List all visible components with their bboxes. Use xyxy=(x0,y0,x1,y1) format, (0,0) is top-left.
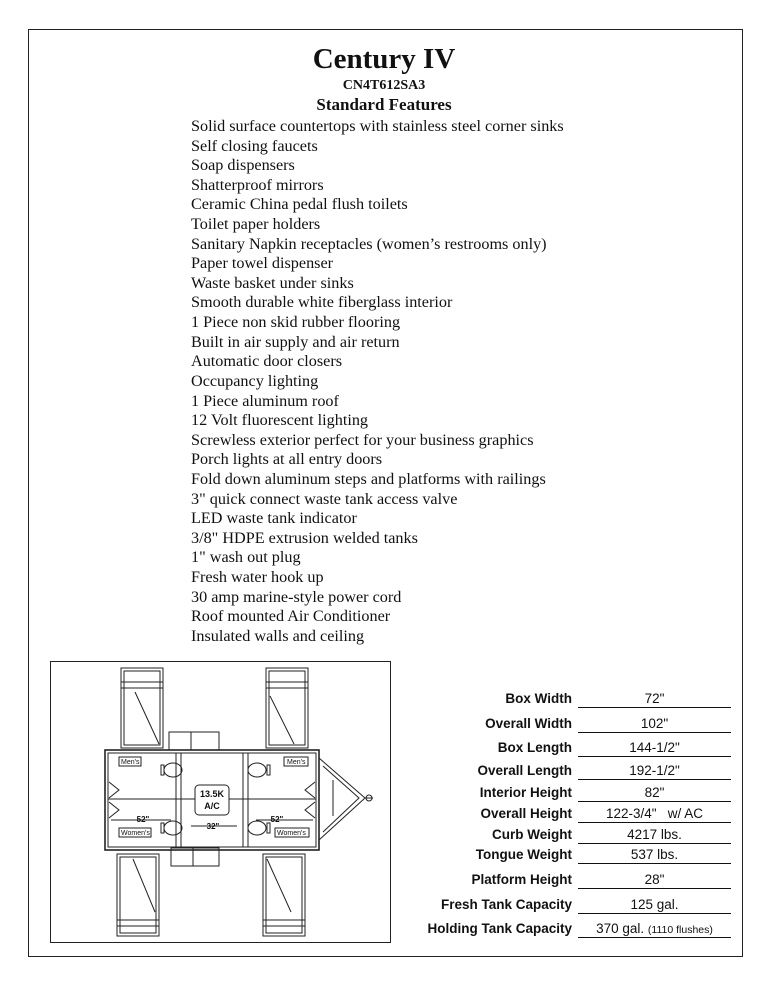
toilet-icon xyxy=(248,821,270,835)
holding-tank-note: (1110 flushes) xyxy=(647,924,713,936)
feature-item: Paper towel dispenser xyxy=(191,254,334,273)
spec-label: Box Length xyxy=(497,740,572,755)
feature-item: Smooth durable white fiberglass interior xyxy=(191,293,453,312)
feature-item: Roof mounted Air Conditioner xyxy=(191,607,391,626)
toilet-icon xyxy=(248,763,270,777)
spec-value: 72" xyxy=(578,691,731,708)
holding-tank-value: 370 gal. xyxy=(596,921,645,936)
spec-value xyxy=(578,921,731,938)
feature-item: Waste basket under sinks xyxy=(191,273,354,292)
platform-top-left xyxy=(121,668,163,748)
feature-item: Sanitary Napkin receptacles (women’s restrooms only) xyxy=(191,234,547,253)
feature-item: 1" wash out plug xyxy=(191,548,301,567)
spec-row xyxy=(400,713,735,735)
spec-row xyxy=(400,737,735,759)
spec-value: 102" xyxy=(578,716,731,733)
spec-row xyxy=(400,782,735,804)
spec-row xyxy=(400,869,735,891)
spec-label: Overall Width xyxy=(485,716,572,731)
feature-item: Occupancy lighting xyxy=(191,371,319,390)
feature-item: 12 Volt fluorescent lighting xyxy=(191,411,369,430)
feature-item: Porch lights at all entry doors xyxy=(191,450,383,469)
feature-item: 1 Piece aluminum roof xyxy=(191,391,339,410)
spec-label: Platform Height xyxy=(471,872,572,887)
feature-item: Shatterproof mirrors xyxy=(191,175,324,194)
feature-item: 3" quick connect waste tank access valve xyxy=(191,489,458,508)
feature-item: LED waste tank indicator xyxy=(191,509,357,528)
spec-label: Box Width xyxy=(505,691,572,706)
spec-value: 125 gal. xyxy=(578,897,731,914)
feature-item: Self closing faucets xyxy=(191,136,318,155)
feature-item: 3/8" HDPE extrusion welded tanks xyxy=(191,528,418,547)
platform-top-right xyxy=(266,668,308,748)
womens-label-text: Women's xyxy=(121,830,150,837)
spec-label: Interior Height xyxy=(479,785,572,800)
mens-label-text: Men's xyxy=(287,759,306,766)
toilet-icon xyxy=(161,763,182,777)
platform-bottom-right xyxy=(263,854,305,936)
section-heading: Standard Features xyxy=(316,95,452,114)
feature-item: Fold down aluminum steps and platforms with railings xyxy=(191,469,546,488)
toilet-icon xyxy=(161,821,182,835)
feature-item: Insulated walls and ceiling xyxy=(191,626,365,645)
feature-item: 30 amp marine-style power cord xyxy=(191,587,402,606)
page-title: Century IV xyxy=(312,43,456,75)
spec-label: Curb Weight xyxy=(492,827,572,842)
feature-item: Fresh water hook up xyxy=(191,568,324,587)
spec-label: Fresh Tank Capacity xyxy=(440,897,572,912)
feature-item: Soap dispensers xyxy=(191,156,295,175)
feature-item: Ceramic China pedal flush toilets xyxy=(191,195,408,214)
dimension-52-right: 52" xyxy=(270,815,284,824)
spec-row xyxy=(400,824,735,846)
feature-item: Toilet paper holders xyxy=(191,215,321,234)
spec-label: Overall Height xyxy=(480,806,572,821)
spec-value: 28" xyxy=(578,872,731,889)
spec-label: Overall Length xyxy=(477,763,572,778)
spec-value: 122-3/4" w/ AC xyxy=(578,806,731,823)
spec-value: 4217 lbs. xyxy=(578,827,731,844)
platform-bottom-left xyxy=(117,854,159,936)
womens-label-text: Women's xyxy=(277,830,306,837)
spec-row xyxy=(400,688,735,710)
spec-row xyxy=(400,760,735,782)
spec-value: 144-1/2" xyxy=(578,740,731,757)
spec-value: 537 lbs. xyxy=(578,847,731,864)
trailer-tongue xyxy=(319,758,373,840)
dimension-32: 32" xyxy=(206,822,220,831)
spec-label: Tongue Weight xyxy=(475,847,572,862)
spec-label: Holding Tank Capacity xyxy=(427,921,572,936)
model-number: CN4T612SA3 xyxy=(342,78,426,93)
feature-item: 1 Piece non skid rubber flooring xyxy=(191,313,401,332)
floor-plan-diagram xyxy=(50,661,391,943)
ac-label-line2: A/C xyxy=(204,801,220,811)
feature-item: Built in air supply and air return xyxy=(191,332,400,351)
feature-list xyxy=(191,117,564,646)
spec-value: 192-1/2" xyxy=(578,763,731,780)
spec-row xyxy=(400,918,735,940)
feature-item: Solid surface countertops with stainless steel corner sinks xyxy=(191,117,564,135)
spec-value: 82" xyxy=(578,785,731,802)
spec-row xyxy=(400,803,735,825)
mens-label-text: Men's xyxy=(121,759,140,766)
ac-label-line1: 13.5K xyxy=(199,789,225,799)
feature-item: Automatic door closers xyxy=(191,352,343,371)
dimension-52-left: 52" xyxy=(136,815,150,824)
feature-item: Screwless exterior perfect for your business graphics xyxy=(191,430,534,449)
spec-row xyxy=(400,844,735,866)
spec-row xyxy=(400,894,735,916)
